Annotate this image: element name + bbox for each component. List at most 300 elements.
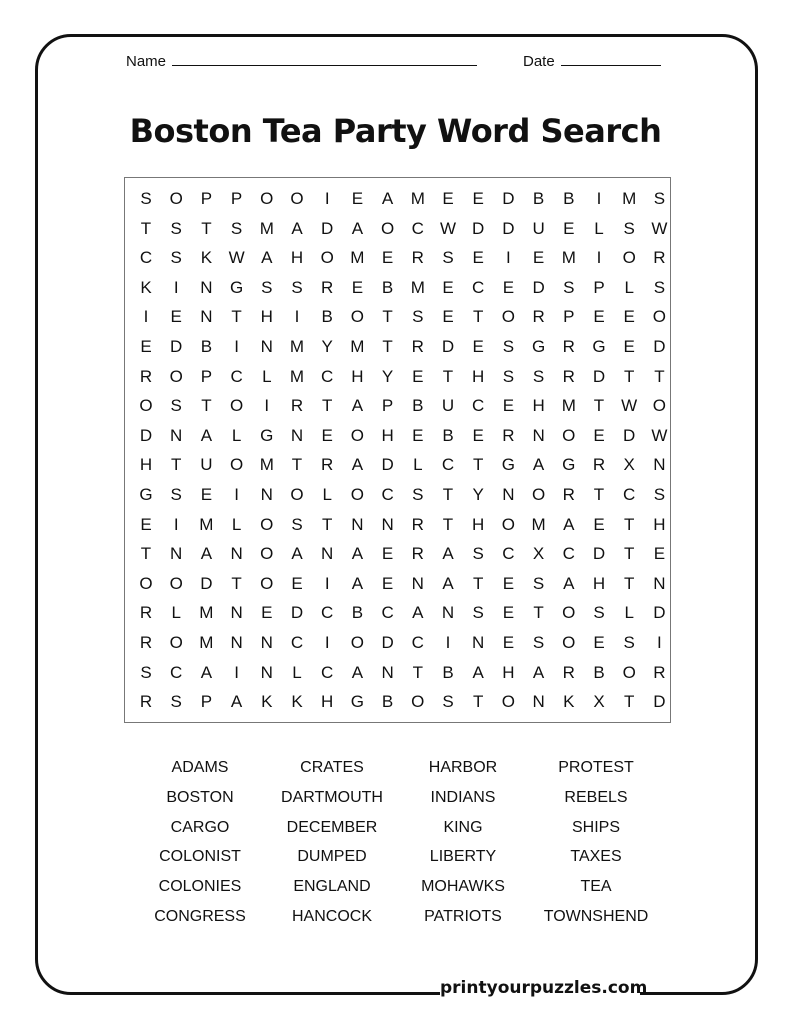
grid-letter[interactable]: T (382, 337, 393, 356)
grid-letter[interactable]: S (502, 366, 515, 386)
grid-letter[interactable]: R (321, 277, 334, 297)
grid-letter[interactable]: S (593, 603, 605, 623)
grid-letter[interactable]: A (261, 248, 273, 268)
grid-letter[interactable]: M (259, 455, 274, 475)
grid-letter[interactable]: E (442, 307, 454, 327)
grid-letter[interactable]: N (230, 633, 243, 652)
grid-letter[interactable]: A (351, 396, 364, 416)
grid-letter[interactable]: R (592, 455, 606, 475)
grid-letter[interactable]: H (139, 455, 153, 475)
grid-letter[interactable]: H (381, 425, 394, 445)
grid-letter[interactable]: E (412, 366, 424, 386)
grid-letter[interactable]: D (653, 603, 666, 623)
grid-letter[interactable]: S (261, 277, 273, 297)
grid-letter[interactable]: B (442, 662, 454, 682)
grid-letter[interactable]: C (411, 633, 424, 652)
grid-letter[interactable]: L (624, 603, 634, 623)
grid-letter[interactable]: E (472, 248, 484, 268)
grid-letter[interactable]: M (561, 396, 576, 416)
grid-letter[interactable]: O (260, 514, 274, 534)
grid-letter[interactable]: D (381, 455, 394, 475)
grid-letter[interactable]: B (200, 337, 213, 356)
grid-letter[interactable]: T (201, 218, 212, 238)
grid-letter[interactable]: T (321, 514, 333, 534)
grid-letter[interactable]: M (289, 337, 305, 356)
grid-letter[interactable]: T (170, 455, 182, 475)
grid-letter[interactable]: I (596, 189, 602, 208)
grid-letter[interactable]: P (200, 692, 213, 712)
grid-letter[interactable]: L (413, 455, 423, 475)
grid-letter[interactable]: R (653, 662, 666, 682)
grid-letter[interactable]: O (622, 248, 636, 268)
grid-letter[interactable]: P (200, 189, 213, 208)
grid-letter[interactable]: N (381, 662, 394, 682)
grid-letter[interactable]: O (139, 396, 153, 416)
grid-letter[interactable]: L (322, 485, 332, 504)
grid-letter[interactable]: R (562, 337, 575, 356)
grid-letter[interactable]: A (442, 573, 454, 593)
grid-letter[interactable]: E (472, 425, 484, 445)
grid-letter[interactable]: A (291, 218, 303, 238)
grid-letter[interactable]: O (260, 189, 274, 208)
grid-letter[interactable]: M (531, 514, 546, 534)
grid-letter[interactable]: C (472, 396, 485, 416)
grid-letter[interactable]: N (260, 485, 273, 504)
grid-letter[interactable]: E (653, 544, 666, 564)
grid-letter[interactable]: T (321, 396, 333, 416)
grid-letter[interactable]: E (502, 603, 515, 623)
grid-letter[interactable]: O (139, 573, 153, 593)
grid-letter[interactable]: H (653, 514, 666, 534)
grid-letter[interactable]: B (381, 277, 394, 297)
grid-letter[interactable]: E (170, 307, 182, 327)
grid-letter[interactable]: D (139, 425, 153, 445)
grid-letter[interactable]: E (472, 337, 484, 356)
grid-letter[interactable]: S (170, 248, 182, 268)
grid-letter[interactable]: C (381, 603, 394, 623)
grid-letter[interactable]: T (291, 455, 303, 475)
grid-letter[interactable]: O (380, 218, 395, 238)
grid-letter[interactable]: E (321, 425, 333, 445)
grid-letter[interactable]: T (201, 396, 212, 416)
grid-letter[interactable]: I (445, 633, 451, 652)
grid-letter[interactable]: T (472, 692, 484, 712)
grid-letter[interactable]: O (501, 514, 515, 534)
grid-letter[interactable]: T (623, 692, 635, 712)
grid-letter[interactable]: U (441, 396, 455, 416)
grid-letter[interactable]: N (472, 633, 485, 652)
grid-letter[interactable]: L (231, 425, 242, 445)
grid-letter[interactable]: R (502, 425, 515, 445)
grid-letter[interactable]: N (441, 603, 455, 623)
grid-letter[interactable]: S (502, 337, 515, 356)
grid-letter[interactable]: O (562, 633, 576, 652)
grid-letter[interactable]: A (351, 544, 364, 564)
grid-letter[interactable]: Y (472, 485, 484, 504)
grid-letter[interactable]: S (653, 277, 666, 297)
grid-letter[interactable]: L (594, 218, 604, 238)
grid-letter[interactable]: S (563, 277, 575, 297)
grid-letter[interactable]: W (228, 248, 245, 268)
grid-letter[interactable]: E (502, 573, 515, 593)
grid-letter[interactable]: A (532, 662, 545, 682)
grid-letter[interactable]: L (231, 514, 242, 534)
grid-letter[interactable]: Y (381, 366, 394, 386)
grid-letter[interactable]: N (200, 307, 213, 327)
grid-letter[interactable]: E (351, 277, 364, 297)
grid-letter[interactable]: A (563, 514, 575, 534)
grid-letter[interactable]: T (623, 544, 635, 564)
grid-letter[interactable]: G (139, 485, 153, 504)
grid-letter[interactable]: E (593, 514, 605, 534)
grid-letter[interactable]: S (170, 485, 182, 504)
grid-letter[interactable]: E (593, 307, 605, 327)
grid-letter[interactable]: A (200, 662, 213, 682)
grid-letter[interactable]: S (170, 692, 182, 712)
grid-letter[interactable]: P (381, 396, 394, 416)
grid-letter[interactable]: O (290, 485, 304, 504)
grid-letter[interactable]: T (231, 307, 242, 327)
grid-letter[interactable]: T (472, 307, 484, 327)
grid-letter[interactable]: R (411, 337, 424, 356)
grid-letter[interactable]: S (412, 485, 424, 504)
grid-letter[interactable]: N (260, 633, 273, 652)
grid-letter[interactable]: O (290, 189, 304, 208)
grid-letter[interactable]: L (171, 603, 181, 623)
grid-letter[interactable]: D (502, 189, 515, 208)
grid-letter[interactable]: E (200, 485, 213, 504)
grid-letter[interactable]: S (170, 218, 182, 238)
grid-letter[interactable]: M (410, 277, 425, 297)
grid-letter[interactable]: M (350, 248, 365, 268)
grid-letter[interactable]: I (143, 307, 149, 327)
grid-letter[interactable]: K (200, 248, 213, 268)
grid-letter[interactable]: H (472, 514, 485, 534)
grid-letter[interactable]: E (593, 633, 605, 652)
grid-letter[interactable]: T (533, 603, 544, 623)
grid-letter[interactable]: C (472, 277, 485, 297)
grid-letter[interactable]: G (350, 692, 364, 712)
grid-letter[interactable]: N (321, 544, 334, 564)
grid-letter[interactable]: E (502, 633, 515, 652)
grid-letter[interactable]: T (623, 573, 635, 593)
grid-letter[interactable]: D (653, 337, 666, 356)
grid-letter[interactable]: C (170, 662, 183, 682)
grid-letter[interactable]: O (622, 662, 636, 682)
grid-letter[interactable]: A (351, 218, 364, 238)
grid-letter[interactable]: W (651, 425, 668, 445)
grid-letter[interactable]: A (351, 662, 364, 682)
grid-letter[interactable]: S (472, 544, 484, 564)
grid-letter[interactable]: D (502, 218, 515, 238)
grid-letter[interactable]: H (592, 573, 606, 593)
grid-letter[interactable]: D (170, 337, 183, 356)
grid-letter[interactable]: O (411, 692, 425, 712)
grid-letter[interactable]: D (532, 277, 545, 297)
grid-letter[interactable]: M (289, 366, 305, 386)
grid-letter[interactable]: O (260, 573, 274, 593)
grid-letter[interactable]: M (199, 633, 214, 652)
grid-letter[interactable]: C (411, 218, 424, 238)
grid-letter[interactable]: G (229, 277, 244, 297)
grid-letter[interactable]: N (653, 573, 666, 593)
grid-letter[interactable]: I (324, 633, 330, 652)
grid-letter[interactable]: B (321, 307, 333, 327)
grid-letter[interactable]: B (412, 396, 424, 416)
grid-letter[interactable]: T (593, 485, 605, 504)
grid-letter[interactable]: G (592, 337, 606, 356)
grid-letter[interactable]: T (140, 544, 152, 564)
grid-letter[interactable]: C (321, 662, 334, 682)
grid-letter[interactable]: K (291, 692, 303, 712)
grid-letter[interactable]: H (532, 396, 545, 416)
grid-letter[interactable]: N (411, 573, 424, 593)
grid-letter[interactable]: C (230, 366, 243, 386)
grid-letter[interactable]: T (231, 573, 242, 593)
date-field[interactable] (523, 53, 661, 70)
grid-letter[interactable]: S (291, 514, 303, 534)
grid-letter[interactable]: T (472, 573, 484, 593)
grid-letter[interactable]: N (170, 544, 183, 564)
grid-letter[interactable]: T (472, 455, 484, 475)
grid-letter[interactable]: A (472, 662, 484, 682)
grid-letter[interactable]: N (502, 485, 515, 504)
grid-letter[interactable]: E (593, 425, 605, 445)
grid-letter[interactable]: B (381, 692, 394, 712)
grid-letter[interactable]: N (170, 425, 183, 445)
grid-letter[interactable]: S (442, 692, 454, 712)
grid-letter[interactable]: E (442, 277, 454, 297)
grid-letter[interactable]: R (562, 662, 575, 682)
grid-letter[interactable]: W (651, 218, 668, 238)
grid-letter[interactable]: E (502, 396, 515, 416)
grid-letter[interactable]: O (652, 307, 666, 327)
grid-letter[interactable]: I (173, 277, 179, 297)
grid-letter[interactable]: W (439, 218, 457, 238)
grid-letter[interactable]: B (532, 189, 545, 208)
grid-letter[interactable]: P (593, 277, 605, 297)
grid-letter[interactable]: B (351, 603, 364, 623)
grid-letter[interactable]: H (290, 248, 304, 268)
grid-letter[interactable]: R (411, 248, 424, 268)
grid-letter[interactable]: C (441, 455, 455, 475)
grid-letter[interactable]: G (501, 455, 515, 475)
grid-letter[interactable]: N (260, 662, 273, 682)
grid-letter[interactable]: C (139, 248, 153, 268)
grid-letter[interactable]: B (442, 425, 454, 445)
grid-letter[interactable]: I (657, 633, 662, 652)
grid-letter[interactable]: O (260, 544, 274, 564)
grid-letter[interactable]: M (199, 603, 214, 623)
grid-letter[interactable]: A (381, 189, 394, 208)
grid-letter[interactable]: E (623, 337, 635, 356)
grid-letter[interactable]: O (350, 485, 364, 504)
grid-letter[interactable]: S (472, 603, 484, 623)
grid-letter[interactable]: I (506, 248, 511, 268)
grid-letter[interactable]: N (230, 544, 243, 564)
grid-letter[interactable]: E (442, 189, 454, 208)
grid-letter[interactable]: S (653, 189, 666, 208)
grid-letter[interactable]: E (623, 307, 635, 327)
grid-letter[interactable]: X (532, 544, 545, 564)
grid-letter[interactable]: D (592, 544, 606, 564)
grid-letter[interactable]: G (531, 337, 546, 356)
grid-letter[interactable]: D (592, 366, 606, 386)
grid-letter[interactable]: A (563, 573, 575, 593)
grid-letter[interactable]: R (562, 366, 575, 386)
grid-letter[interactable]: N (381, 514, 394, 534)
grid-letter[interactable]: N (532, 425, 545, 445)
grid-letter[interactable]: R (532, 307, 545, 327)
grid-letter[interactable]: C (381, 485, 394, 504)
grid-letter[interactable]: P (230, 189, 243, 208)
grid-letter[interactable]: O (169, 633, 183, 652)
grid-letter[interactable]: R (321, 455, 334, 475)
name-field[interactable] (126, 53, 477, 70)
grid-letter[interactable]: S (623, 633, 635, 652)
grid-letter[interactable]: S (140, 189, 152, 208)
grid-letter[interactable]: D (381, 633, 394, 652)
grid-letter[interactable]: R (139, 603, 153, 623)
grid-letter[interactable]: R (411, 514, 424, 534)
grid-letter[interactable]: C (623, 485, 636, 504)
grid-letter[interactable]: N (260, 337, 273, 356)
grid-letter[interactable]: S (623, 218, 635, 238)
grid-letter[interactable]: U (532, 218, 545, 238)
grid-letter[interactable]: S (291, 277, 303, 297)
grid-letter[interactable]: N (290, 425, 304, 445)
grid-letter[interactable]: S (442, 248, 454, 268)
grid-letter[interactable]: T (654, 366, 665, 386)
grid-letter[interactable]: R (290, 396, 304, 416)
grid-letter[interactable]: A (291, 544, 303, 564)
grid-letter[interactable]: O (229, 396, 244, 416)
grid-letter[interactable]: I (324, 573, 330, 593)
grid-letter[interactable]: E (351, 189, 364, 208)
grid-letter[interactable]: O (562, 425, 576, 445)
grid-letter[interactable]: P (200, 366, 213, 386)
grid-letter[interactable]: E (502, 277, 515, 297)
grid-letter[interactable]: S (532, 366, 545, 386)
grid-letter[interactable]: I (234, 662, 239, 682)
grid-letter[interactable]: C (290, 633, 304, 652)
grid-letter[interactable]: R (139, 366, 153, 386)
grid-letter[interactable]: E (140, 337, 152, 356)
grid-letter[interactable]: T (623, 514, 635, 534)
grid-letter[interactable]: N (532, 692, 545, 712)
grid-letter[interactable]: N (200, 277, 213, 297)
grid-letter[interactable]: P (563, 307, 575, 327)
grid-letter[interactable]: S (653, 485, 666, 504)
grid-letter[interactable]: E (261, 603, 273, 623)
grid-letter[interactable]: U (200, 455, 213, 475)
grid-letter[interactable]: L (292, 662, 302, 682)
grid-letter[interactable]: E (291, 573, 303, 593)
grid-letter[interactable]: G (260, 425, 274, 445)
grid-letter[interactable]: D (653, 692, 666, 712)
grid-letter[interactable]: Y (321, 337, 333, 356)
grid-letter[interactable]: E (532, 248, 545, 268)
grid-letter[interactable]: T (382, 307, 393, 327)
grid-letter[interactable]: E (472, 189, 484, 208)
grid-letter[interactable]: K (261, 692, 273, 712)
grid-letter[interactable]: G (562, 455, 576, 475)
grid-letter[interactable]: T (412, 662, 423, 682)
grid-letter[interactable]: X (593, 692, 605, 712)
grid-letter[interactable]: D (441, 337, 455, 356)
grid-letter[interactable]: I (324, 189, 330, 208)
grid-letter[interactable]: D (200, 573, 213, 593)
grid-letter[interactable]: C (321, 603, 334, 623)
grid-letter[interactable]: I (294, 307, 300, 327)
grid-letter[interactable]: O (320, 248, 334, 268)
grid-letter[interactable]: M (561, 248, 576, 268)
grid-letter[interactable]: O (350, 425, 364, 445)
grid-letter[interactable]: R (653, 248, 666, 268)
grid-letter[interactable]: R (139, 633, 153, 652)
grid-letter[interactable]: A (442, 544, 454, 564)
grid-letter[interactable]: M (622, 189, 637, 208)
grid-letter[interactable]: O (652, 396, 666, 416)
grid-letter[interactable]: M (350, 337, 365, 356)
grid-letter[interactable]: I (264, 396, 270, 416)
grid-letter[interactable]: O (229, 455, 244, 475)
grid-letter[interactable]: N (653, 455, 666, 475)
grid-letter[interactable]: B (593, 662, 605, 682)
grid-letter[interactable]: M (410, 189, 425, 208)
grid-letter[interactable]: L (262, 366, 272, 386)
grid-letter[interactable]: L (624, 277, 634, 297)
grid-letter[interactable]: O (562, 603, 576, 623)
grid-letter[interactable]: H (260, 307, 273, 327)
grid-letter[interactable]: H (321, 692, 334, 712)
grid-letter[interactable]: D (472, 218, 485, 238)
grid-letter[interactable]: O (531, 485, 546, 504)
grid-letter[interactable]: R (411, 544, 424, 564)
grid-letter[interactable]: C (321, 366, 334, 386)
grid-letter[interactable]: M (259, 218, 274, 238)
grid-letter[interactable]: T (593, 396, 605, 416)
grid-letter[interactable]: A (351, 573, 364, 593)
grid-letter[interactable]: O (501, 692, 515, 712)
grid-letter[interactable]: A (200, 425, 213, 445)
grid-letter[interactable]: S (532, 573, 545, 593)
grid-letter[interactable]: E (140, 514, 152, 534)
grid-letter[interactable]: A (230, 692, 243, 712)
grid-letter[interactable]: A (412, 603, 424, 623)
grid-letter[interactable]: S (532, 633, 545, 652)
grid-letter[interactable]: H (351, 366, 364, 386)
grid-letter[interactable]: H (502, 662, 515, 682)
grid-letter[interactable]: H (472, 366, 485, 386)
grid-letter[interactable]: W (621, 396, 638, 416)
grid-letter[interactable]: O (169, 573, 183, 593)
grid-letter[interactable]: O (169, 366, 183, 386)
grid-letter[interactable]: O (350, 633, 364, 652)
grid-letter[interactable]: S (170, 396, 182, 416)
grid-letter[interactable]: D (623, 425, 636, 445)
grid-letter[interactable]: I (173, 514, 179, 534)
grid-letter[interactable]: E (381, 544, 394, 564)
grid-letter[interactable]: S (140, 662, 152, 682)
grid-letter[interactable]: O (501, 307, 515, 327)
grid-letter[interactable]: O (350, 307, 364, 327)
grid-letter[interactable]: A (200, 544, 213, 564)
grid-letter[interactable]: E (412, 425, 424, 445)
grid-letter[interactable]: A (532, 455, 545, 475)
grid-letter[interactable]: A (351, 455, 364, 475)
grid-letter[interactable]: K (140, 277, 152, 297)
